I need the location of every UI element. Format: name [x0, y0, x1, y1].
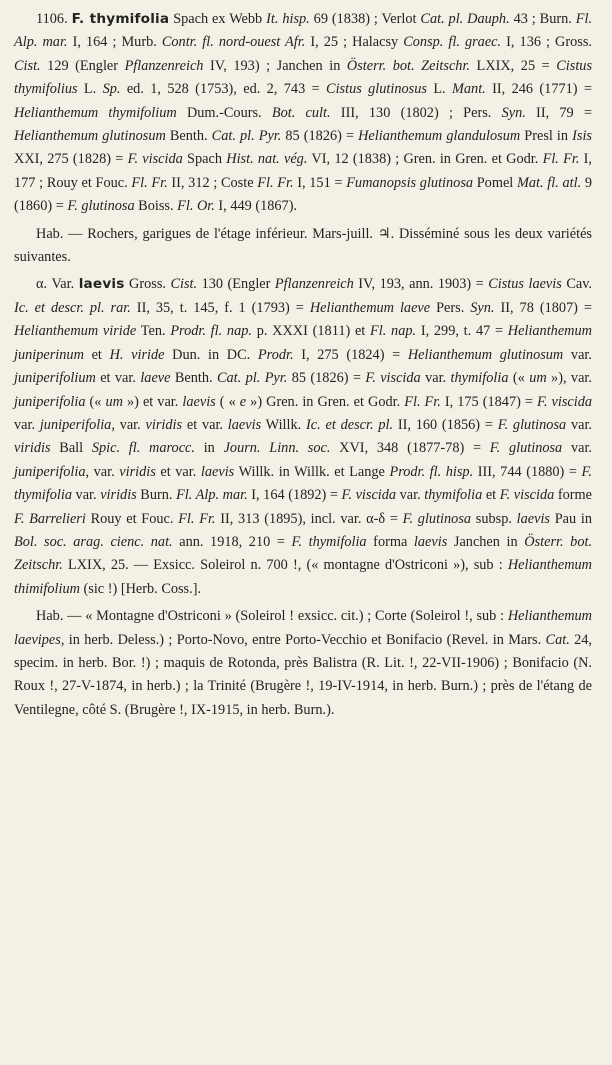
- italic-text: Mat. fl. atl.: [516, 174, 582, 191]
- text-run: subsp.: [471, 510, 517, 527]
- text-run: 85 (1826) =: [281, 128, 359, 145]
- text-run: VI, 12 (1838) ; Gren. in Gren. et Godr.: [307, 151, 543, 168]
- text-run: ») Gren. in Gren. et Godr.: [246, 393, 405, 410]
- text-run: 9 (1860) =: [14, 174, 593, 215]
- italic-text: Fl. nap.: [370, 323, 417, 340]
- text-run: III, 130 (1802) ; Pers.: [330, 104, 502, 121]
- text-run: I, 275 (1824) =: [293, 346, 408, 363]
- italic-text: Prodr.: [257, 346, 294, 363]
- text-run: Pau in: [550, 510, 593, 527]
- italic-text: Consp. fl. graec.: [403, 34, 502, 51]
- habitat-general: [14, 223, 592, 270]
- italic-text: F. Barrelieri: [14, 510, 86, 527]
- text-run: I, 25 ; Halacsy: [305, 34, 404, 51]
- italic-text: Ic. et descr. pl. rar.: [14, 299, 131, 316]
- italic-text: laevis: [227, 416, 262, 433]
- text-run: et var.: [155, 463, 201, 480]
- italic-text: Sp.: [102, 81, 121, 98]
- text-run: Dum.-Cours.: [176, 104, 272, 121]
- text-run: var.: [420, 370, 451, 387]
- text-run: Benth.: [165, 128, 212, 145]
- italic-text: Fumanopsis glutinosa: [346, 174, 474, 191]
- text-run: Rouy et Fouc.: [85, 510, 179, 527]
- italic-text: thymifolia: [424, 487, 483, 504]
- text-run: Dun. in DC.: [164, 346, 258, 363]
- italic-text: Fl. Fr.: [542, 151, 580, 168]
- italic-text: Fl. Fr.: [131, 174, 168, 191]
- text-run: LXIX, 25 =: [470, 57, 557, 74]
- text-run: forma: [366, 533, 414, 550]
- italic-text: Fl. Fr.: [178, 510, 216, 527]
- italic-text: Fl. Or.: [177, 198, 215, 215]
- italic-text: Syn.: [501, 104, 526, 121]
- italic-text: F. viscida: [341, 487, 397, 504]
- italic-text: laevis: [200, 463, 235, 480]
- italic-text: F. glutinosa: [497, 416, 567, 433]
- italic-text: laeve: [140, 370, 171, 387]
- text-run: I, 175 (1847) =: [440, 393, 537, 410]
- italic-text: Isis: [572, 128, 592, 145]
- italic-text: Cat.: [545, 631, 570, 648]
- text-run: L.: [77, 81, 103, 98]
- italic-text: um: [105, 393, 123, 410]
- italic-text: Pflanzenreich: [124, 57, 204, 74]
- text-run: I, 164 ; Murb.: [67, 34, 162, 51]
- italic-text: viridis: [145, 416, 183, 433]
- text-run: II, 78 (1807) =: [494, 299, 592, 316]
- text-run: var.: [562, 440, 592, 457]
- italic-text: Fl. Alp. mar.: [14, 11, 593, 51]
- text-run: («: [508, 370, 530, 387]
- text-run: 43 ; Burn.: [509, 11, 576, 27]
- text-run: XXI, 275 (1828) =: [14, 151, 128, 168]
- italic-text: F. glutinosa: [489, 440, 563, 457]
- italic-text: Helianthemum glutinosum: [407, 346, 564, 363]
- italic-text: viridis: [100, 487, 137, 504]
- italic-text: Cistus glutinosus: [326, 81, 427, 98]
- italic-text: juniperifolia: [39, 416, 112, 433]
- italic-text: Cat. pl. Pyr.: [217, 370, 288, 387]
- italic-text: Ic. et descr. pl.: [306, 416, 394, 433]
- text-run: et: [83, 346, 110, 363]
- text-run: Gross.: [124, 276, 171, 293]
- italic-text: Fl. Alp. mar.: [176, 487, 248, 504]
- text-run: IV, 193, ann. 1903) =: [353, 276, 489, 293]
- text-run: 85 (1826) =: [287, 370, 366, 387]
- text-run: Boiss.: [134, 198, 178, 215]
- text-run: Janchen in: [447, 533, 525, 550]
- species-entry: [14, 8, 592, 219]
- italic-text: H. viride: [109, 346, 165, 363]
- text-run: II, 160 (1856) =: [393, 416, 498, 433]
- italic-text: Helianthemum laeve: [309, 299, 431, 316]
- text-run: L.: [426, 81, 452, 98]
- text-run: p. XXXI (1811) et: [251, 323, 371, 340]
- italic-text: Contr. fl. nord-ouest Afr.: [161, 34, 306, 51]
- text-run: , var.: [85, 463, 120, 480]
- italic-text: Fl. Fr.: [404, 393, 441, 410]
- italic-text: Cist.: [170, 276, 198, 293]
- text-run: 1106.: [36, 11, 72, 27]
- text-run: I, 177 ; Rouy et Fouc.: [14, 151, 592, 191]
- text-run: IV, 193) ; Janchen in: [203, 57, 347, 74]
- text-run: Willk. in Willk. et Lange: [234, 463, 390, 480]
- italic-text: e: [239, 393, 247, 410]
- variety-laevis: [14, 273, 592, 601]
- text-run: et var.: [182, 416, 228, 433]
- italic-text: Mant.: [452, 81, 486, 98]
- text-run: III, 744 (1880) =: [473, 463, 582, 480]
- text-run: I, 299, t. 47 =: [416, 323, 508, 340]
- text-run: Presl in: [520, 128, 573, 145]
- text-run: 24, specim. in herb. Bor. !) ; maquis de Rotonda, près Balistra (R. Lit. !, 22-VII-1906) ; Bonifacio (N. Roux !, 27-V-1874, in herb.) ; la Trinité (Brugère !, 19-IV-1914, in herb. Burn.) ; près de l'étang de Ventilegne, côté S. (Brugère !, IX-1915, in herb. Burn.).: [14, 631, 592, 718]
- italic-text: Helianthemum viride: [14, 323, 137, 340]
- text-run: et var.: [95, 370, 141, 387]
- text-run: et: [482, 487, 500, 504]
- text-run: Spach: [182, 151, 227, 168]
- text-run: («: [85, 393, 106, 410]
- italic-text: Bot. cult.: [271, 104, 331, 121]
- text-run: Pomel: [473, 174, 517, 191]
- italic-text: Helianthemum juniperinum: [14, 323, 592, 363]
- text-run: Ball: [50, 440, 92, 457]
- text-run: var.: [71, 487, 101, 504]
- italic-text: F. glutinosa: [67, 198, 135, 215]
- text-run: var.: [396, 487, 425, 504]
- italic-text: um: [529, 370, 547, 387]
- text-run: II, 313 (1895), incl. var. α-δ =: [215, 510, 403, 527]
- text-run: I, 449 (1867).: [214, 198, 298, 215]
- text-run: »), var.: [546, 370, 592, 387]
- text-run: , var.: [111, 416, 146, 433]
- italic-text: Helianthemum laevipes: [14, 608, 592, 648]
- italic-text: viridis: [119, 463, 156, 480]
- text-run: var.: [563, 346, 592, 363]
- text-run: I, 151 =: [293, 174, 347, 191]
- text-run: , in herb. Deless.) ; Porto-Novo, entre Porto-Vecchio et Bonifacio (Revel. in Mars.: [60, 631, 546, 648]
- italic-text: Fl. Fr.: [257, 174, 294, 191]
- text-run: I, 136 ; Gross.: [501, 34, 592, 51]
- italic-text: F. viscida: [537, 393, 592, 410]
- text-run: ed. 1, 528 (1753), ed. 2, 743 =: [120, 81, 327, 98]
- text-run: var.: [566, 416, 592, 433]
- text-run: II, 312 ; Coste: [167, 174, 258, 191]
- text-run: (sic !) [Herb. Coss.].: [79, 580, 202, 597]
- text-run: 69 (1838) ; Verlot: [309, 11, 421, 27]
- italic-text: laevis: [413, 533, 448, 550]
- italic-text: Helianthemum glandulosum: [358, 128, 521, 145]
- italic-text: juniperifolia: [14, 393, 86, 410]
- text-run: ») et var.: [122, 393, 183, 410]
- italic-text: Cistus laevis: [488, 276, 562, 293]
- italic-text: Cat. pl. Pyr.: [211, 128, 282, 145]
- italic-text: F. viscida: [127, 151, 183, 168]
- text-run: II, 79 =: [525, 104, 592, 121]
- italic-text: Prodr. fl. hisp.: [389, 463, 474, 480]
- italic-text: F. thymifolia: [291, 533, 367, 550]
- text-run: forme: [554, 487, 592, 504]
- italic-text: Cat. pl. Dauph.: [420, 11, 510, 27]
- italic-text: juniperifolium: [14, 370, 96, 387]
- italic-text: F. thymifolia: [14, 463, 592, 504]
- text-run: 130 (Engler: [197, 276, 275, 293]
- italic-text: Syn.: [470, 299, 495, 316]
- text-run: Pers.: [430, 299, 471, 316]
- italic-text: Bol. soc. arag. cienc. nat.: [14, 533, 173, 550]
- italic-text: Hist. nat. vég.: [226, 151, 308, 168]
- text-run: II, 246 (1771) =: [485, 81, 592, 98]
- text-run: Ten.: [136, 323, 171, 340]
- text-run: ( «: [215, 393, 240, 410]
- text-run: Burn.: [136, 487, 177, 504]
- italic-text: Österr. bot. Zeitschr.: [14, 533, 593, 574]
- text-run: in: [194, 440, 224, 457]
- italic-text: Helianthemum thymifolium: [14, 104, 177, 121]
- text-run: II, 35, t. 145, f. 1 (1793) =: [130, 299, 310, 316]
- italic-text: laevis: [182, 393, 216, 410]
- text-run: Hab. — « Montagne d'Ostriconi » (Soleirol ! exsicc. cit.) ; Corte (Soleirol !, sub :: [36, 608, 508, 625]
- text-run: Willk.: [261, 416, 307, 433]
- italic-text: Spic. fl. marocc.: [91, 440, 195, 457]
- italic-text: Cist.: [14, 57, 41, 74]
- italic-text: laevis: [516, 510, 550, 527]
- text-run: 129 (Engler: [40, 57, 125, 74]
- habitat-localities: [14, 605, 592, 722]
- text-run: var.: [14, 416, 40, 433]
- text-run: α. Var.: [36, 276, 79, 293]
- italic-text: Journ. Linn. soc.: [223, 440, 331, 457]
- italic-text: F. viscida: [365, 370, 421, 387]
- bold-name: laevis: [78, 276, 125, 293]
- italic-text: viridis: [14, 440, 51, 457]
- italic-text: juniperifolia: [14, 463, 86, 480]
- text-run: Cav.: [561, 276, 592, 293]
- text-run: I, 164 (1892) =: [247, 487, 342, 504]
- italic-text: thymifolia: [450, 370, 509, 387]
- italic-text: It. hisp.: [266, 11, 310, 27]
- italic-text: Helianthemum glutinosum: [14, 128, 166, 145]
- italic-text: Helianthemum thimifolium: [14, 557, 592, 597]
- text-run: XVI, 348 (1877-78) =: [330, 440, 490, 457]
- bold-name: F. thymifolia: [71, 11, 170, 27]
- italic-text: F. viscida: [499, 487, 555, 504]
- text-run: Hab. — Rochers, garigues de l'étage inférieur. Mars-juill. ♃. Disséminé sous les deux variétés suivantes.: [14, 225, 592, 266]
- text-run: ann. 1918, 210 =: [172, 533, 292, 550]
- italic-text: F. glutinosa: [402, 510, 472, 527]
- italic-text: Österr. bot. Zeitschr.: [346, 57, 470, 74]
- italic-text: Cistus thymifolius: [14, 57, 593, 98]
- italic-text: Pflanzenreich: [274, 276, 354, 293]
- text-run: Benth.: [170, 370, 217, 387]
- text-run: Spach ex Webb: [169, 11, 267, 27]
- italic-text: Prodr. fl. nap.: [170, 323, 252, 340]
- text-run: LXIX, 25. — Exsicc. Soleirol n. 700 !, (« montagne d'Ostriconi »), sub :: [62, 557, 508, 574]
